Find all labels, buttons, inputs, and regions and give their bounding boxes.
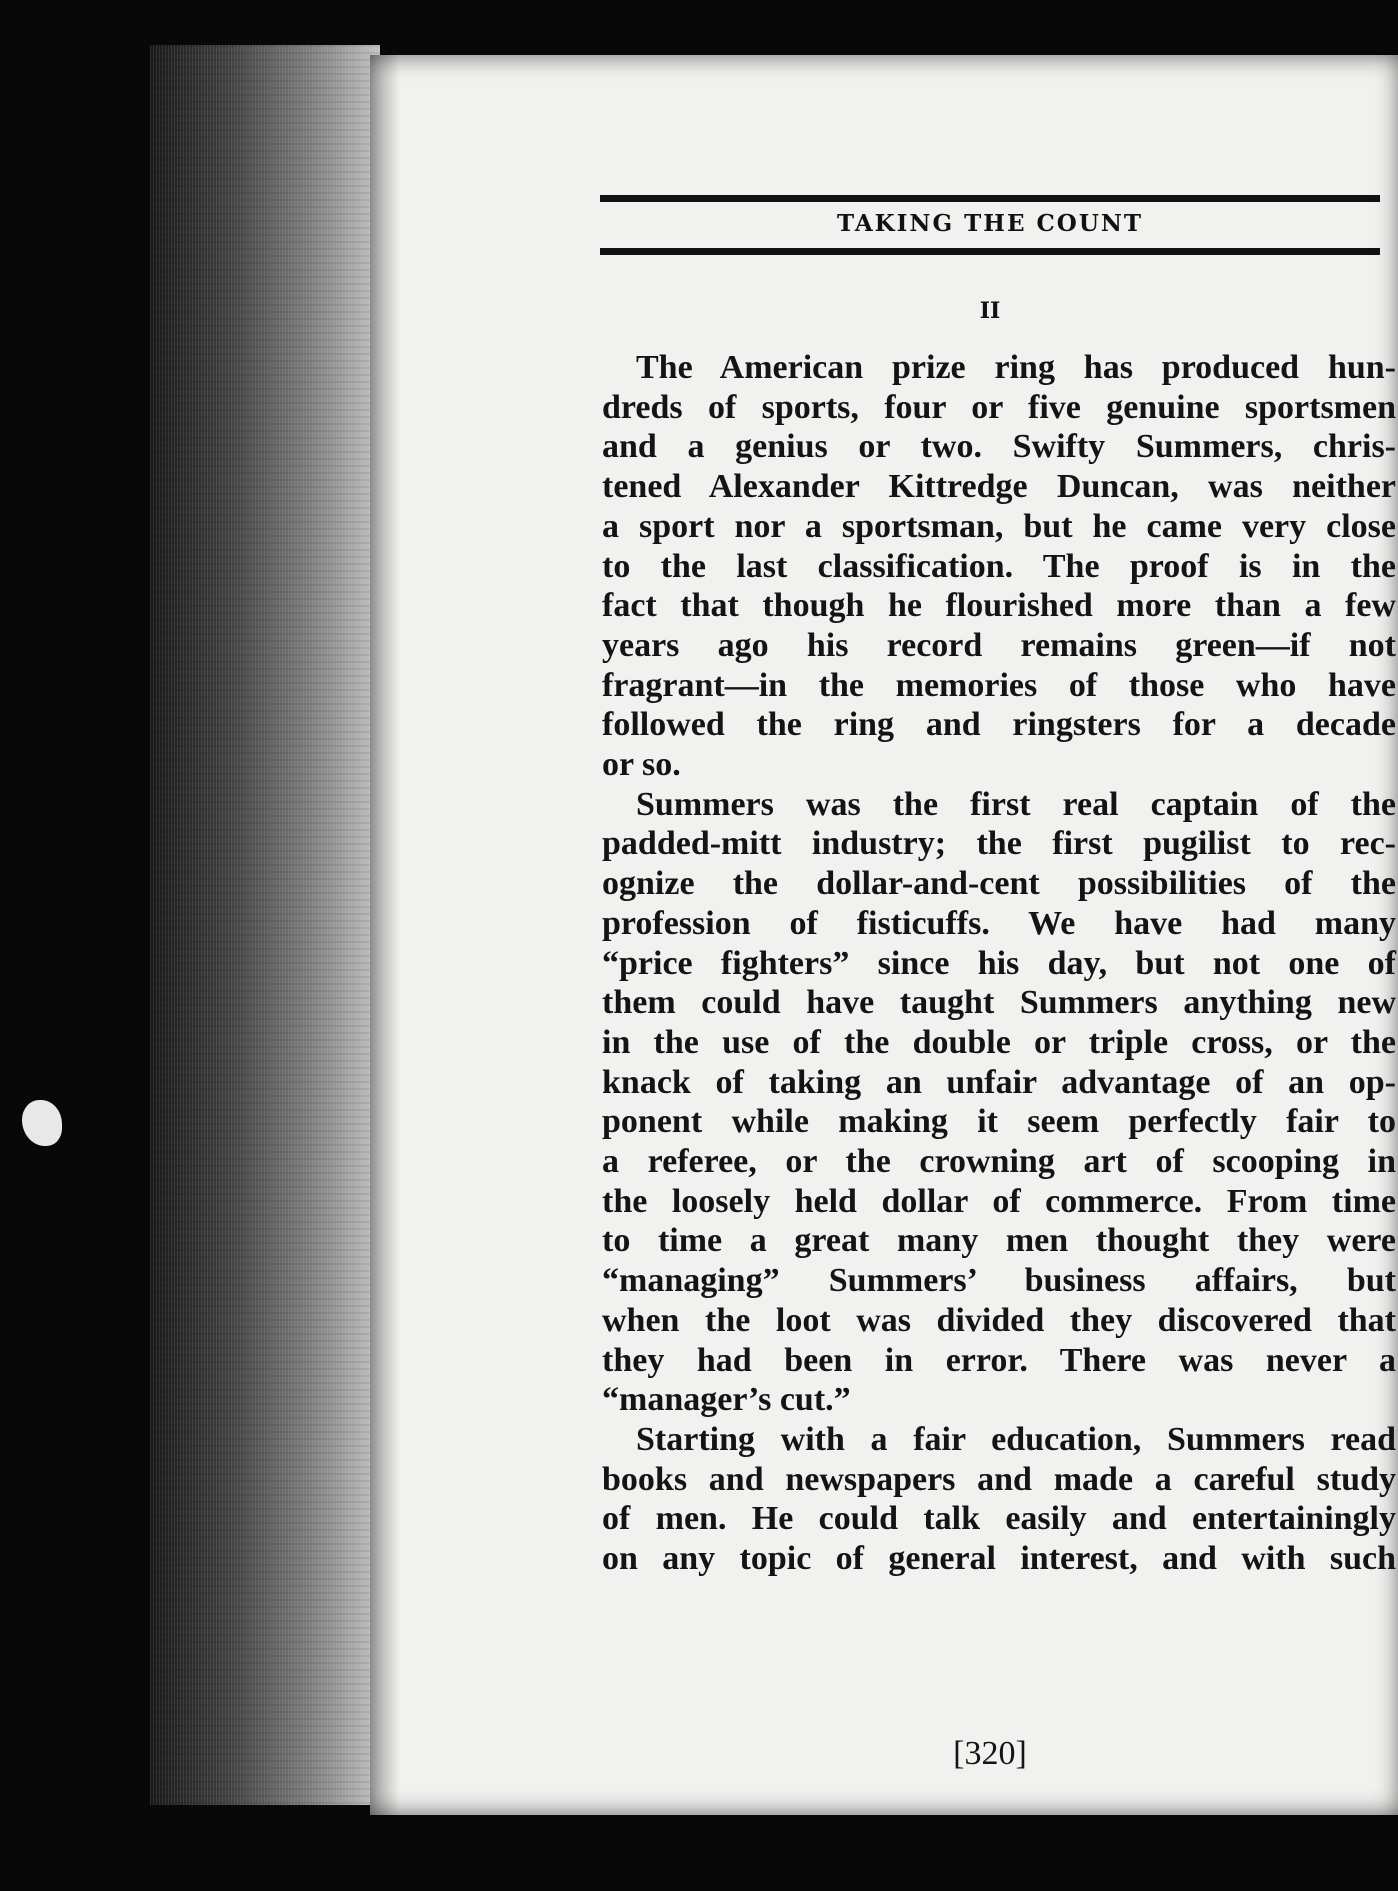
text-line: fragrant—in the memories of those who have [602, 666, 1396, 704]
text-line: or so. [602, 746, 681, 784]
text-line: Summers was the first real captain of the [636, 785, 1396, 823]
text-line: “manager’s cut.” [602, 1381, 851, 1419]
text-line: knack of taking an unfair advantage of an op- [602, 1063, 1396, 1101]
text-line: books and newspapers and made a careful study [602, 1460, 1396, 1498]
text-line: padded-mitt industry; the first pugilist to rec- [602, 825, 1396, 863]
text-line: ponent while making it seem perfectly fair to [602, 1103, 1396, 1141]
text-line: The American prize ring has produced hun- [636, 349, 1396, 386]
text-line: a referee, or the crowning art of scooping in [602, 1143, 1396, 1181]
text-line: to time a great many men thought they were [602, 1222, 1396, 1260]
text-line: dreds of sports, four or five genuine sportsmen [602, 388, 1396, 426]
text-line: when the loot was divided they discovered that [602, 1301, 1396, 1339]
text-line: followed the ring and ringsters for a decade [602, 706, 1396, 744]
text-line: tened Alexander Kittredge Duncan, was neither [602, 468, 1396, 506]
page-edges [150, 45, 380, 1805]
header-rule-bottom [600, 248, 1380, 255]
paragraph [602, 348, 1396, 785]
text-line: years ago his record remains green—if not [602, 626, 1396, 664]
text-line: them could have taught Summers anything new [602, 984, 1396, 1022]
dust-speck [22, 1100, 62, 1146]
text-line: the loosely held dollar of commerce. From time [602, 1182, 1396, 1220]
chapter-number: II [979, 298, 1001, 324]
text-line: of men. He could talk easily and entertainingly [602, 1500, 1396, 1538]
text-line: and a genius or two. Swifty Summers, chris- [602, 428, 1396, 466]
text-line: on any topic of general interest, and with such [602, 1540, 1396, 1578]
text-line: fact that though he flourished more than a few [602, 587, 1396, 625]
text-line: profession of fisticuffs. We have had many [602, 904, 1396, 942]
text-line: “managing” Summers’ business affairs, but [602, 1262, 1396, 1300]
text-line: they had been in error. There was never a [602, 1341, 1396, 1379]
text-line: in the use of the double or triple cross, or the [602, 1023, 1396, 1061]
text-line: Starting with a fair education, Summers read [636, 1420, 1396, 1458]
paragraph [602, 1420, 1396, 1579]
running-head: TAKING THE COUNT [836, 210, 1144, 237]
text-line: “price fighters” since his day, but not one of [602, 944, 1396, 982]
text-line: to the last classification. The proof is in the [602, 547, 1396, 585]
text-line: ognize the dollar-and-cent possibilities of the [602, 865, 1396, 903]
text-line: a sport nor a sportsman, but he came very close [602, 507, 1396, 545]
page-number: [320] [953, 1735, 1027, 1772]
header-rule-top [600, 195, 1380, 202]
paragraph [602, 785, 1396, 1420]
body-text [602, 348, 1396, 1579]
